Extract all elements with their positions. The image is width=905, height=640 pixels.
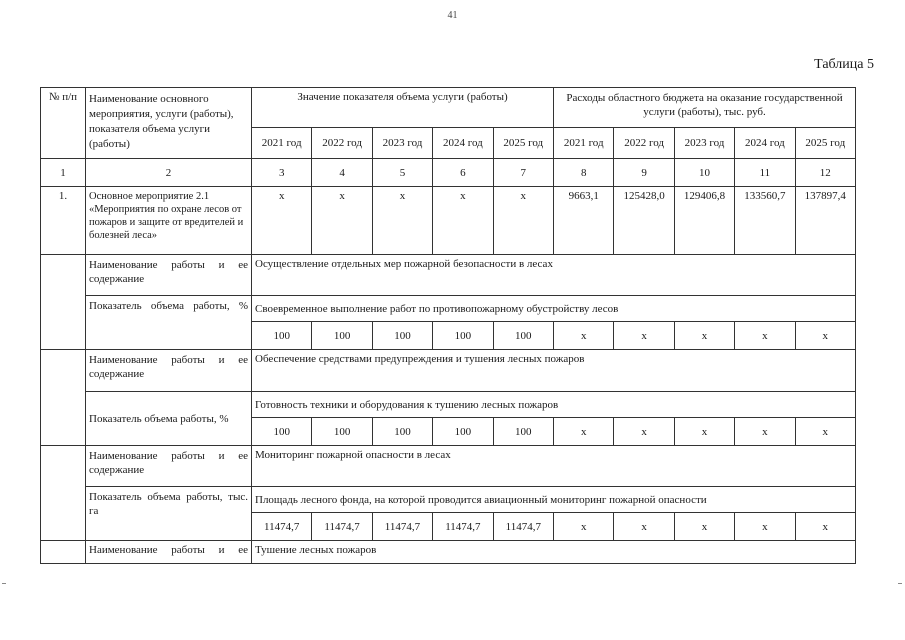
value-cell: x (554, 418, 614, 446)
budget-table (40, 87, 856, 564)
value-cell: 11474,7 (493, 513, 553, 541)
header-name: Наименование основного мероприятия, услуги (работы), показателя объема услуги (работы) (86, 88, 252, 159)
indicator-row (41, 296, 856, 322)
main-row-value: x (372, 187, 432, 255)
value-cell: 100 (312, 322, 372, 350)
year-header: 2025 год (795, 128, 855, 159)
main-row-value: x (493, 187, 553, 255)
work-row (41, 255, 856, 296)
header-num: № п/п (41, 88, 86, 159)
year-header: 2024 год (735, 128, 795, 159)
work-row (41, 350, 856, 392)
column-number: 12 (795, 159, 855, 187)
value-cell: x (674, 418, 734, 446)
main-row-value: 125428,0 (614, 187, 674, 255)
work-text: Осуществление отдельных мер пожарной безопасности в лесах (252, 255, 856, 296)
work-label: Наименование работы и ее содержание (86, 350, 252, 392)
value-cell: x (614, 418, 674, 446)
main-row-value: x (312, 187, 372, 255)
indicator-label: Показатель объема работы, % (86, 296, 252, 350)
year-header: 2025 год (493, 128, 553, 159)
column-number: 9 (614, 159, 674, 187)
main-activity-row (41, 187, 856, 255)
year-header: 2021 год (554, 128, 614, 159)
year-header: 2023 год (372, 128, 432, 159)
value-cell: x (795, 418, 855, 446)
column-number: 11 (735, 159, 795, 187)
value-cell: x (554, 513, 614, 541)
value-cell: x (614, 322, 674, 350)
table-caption: Таблица 5 (814, 57, 874, 72)
value-cell: 100 (252, 322, 312, 350)
column-number: 6 (433, 159, 493, 187)
value-cell: 11474,7 (372, 513, 432, 541)
value-cell: 11474,7 (312, 513, 372, 541)
page-number: 41 (447, 10, 458, 21)
value-cell: 100 (252, 418, 312, 446)
main-row-value: 9663,1 (554, 187, 614, 255)
work-label: Наименование работы и ее содержание (86, 255, 252, 296)
value-cell: 100 (372, 418, 432, 446)
main-row-name: Основное мероприятие 2.1 «Мероприятия по охране лесов от пожаров и защите от вредителей и болезней леса» (86, 187, 252, 255)
main-row-value: 129406,8 (674, 187, 734, 255)
value-cell: x (554, 322, 614, 350)
work-text: Тушение лесных пожаров (252, 541, 856, 564)
value-cell: x (674, 513, 734, 541)
value-cell: x (614, 513, 674, 541)
value-cell: 100 (433, 418, 493, 446)
column-number: 2 (86, 159, 252, 187)
value-cell: 11474,7 (252, 513, 312, 541)
value-cell: 100 (372, 322, 432, 350)
value-cell: x (735, 418, 795, 446)
work-label: Наименование работы и ее содержание (86, 446, 252, 487)
main-row-num: 1. (41, 187, 86, 255)
year-header: 2024 год (433, 128, 493, 159)
main-row-value: 137897,4 (795, 187, 855, 255)
indicator-row (41, 392, 856, 418)
value-cell: 100 (312, 418, 372, 446)
value-cell: x (795, 322, 855, 350)
column-number: 8 (554, 159, 614, 187)
value-cell: 100 (493, 418, 553, 446)
header-expense-group: Расходы областного бюджета на оказание государственной услуги (работы), тыс. руб. (554, 88, 856, 128)
column-number: 10 (674, 159, 734, 187)
value-cell: 100 (433, 322, 493, 350)
indicator-text: Площадь лесного фонда, на которой проводится авиационный мониторинг пожарной опасности (252, 487, 856, 513)
indicator-label: Показатель объема работы, тыс. га (86, 487, 252, 541)
work-row (41, 446, 856, 487)
year-header: 2023 год (674, 128, 734, 159)
value-cell: x (674, 322, 734, 350)
year-header: 2021 год (252, 128, 312, 159)
column-numbers-row (41, 159, 856, 187)
header-value-group: Значение показателя объема услуги (работы) (252, 88, 554, 128)
work-text: Обеспечение средствами предупреждения и тушения лесных пожаров (252, 350, 856, 392)
column-number: 3 (252, 159, 312, 187)
main-row-value: x (252, 187, 312, 255)
value-cell: x (795, 513, 855, 541)
indicator-text: Своевременное выполнение работ по противопожарному обустройству лесов (252, 296, 856, 322)
column-number: 7 (493, 159, 553, 187)
work-row (41, 541, 856, 564)
main-row-value: x (433, 187, 493, 255)
column-number: 4 (312, 159, 372, 187)
value-cell: x (735, 322, 795, 350)
value-cell: 11474,7 (433, 513, 493, 541)
column-number: 5 (372, 159, 432, 187)
work-label: Наименование работы и ее (86, 541, 252, 564)
indicator-text: Готовность техники и оборудования к тушению лесных пожаров (252, 392, 856, 418)
main-row-value: 133560,7 (735, 187, 795, 255)
indicator-label: Показатель объема работы, % (86, 392, 252, 446)
indicator-row (41, 487, 856, 513)
year-header: 2022 год (312, 128, 372, 159)
value-cell: 100 (493, 322, 553, 350)
work-text: Мониторинг пожарной опасности в лесах (252, 446, 856, 487)
column-number: 1 (41, 159, 86, 187)
year-header: 2022 год (614, 128, 674, 159)
value-cell: x (735, 513, 795, 541)
